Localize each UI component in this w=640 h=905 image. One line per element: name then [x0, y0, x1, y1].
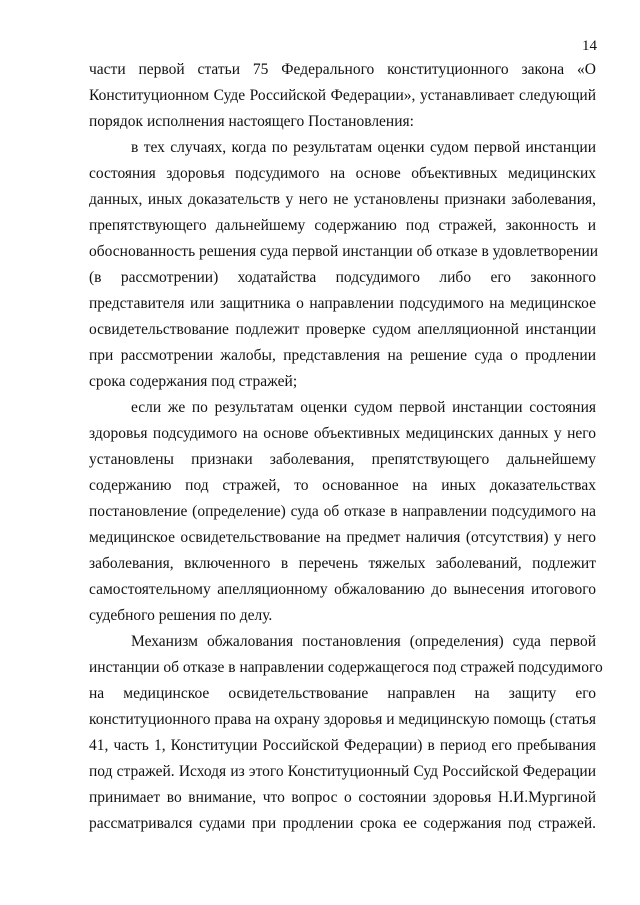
text-line: под стражей. Исходя из этого Конституционный Суд Российской Федерации [89, 763, 596, 780]
text-line: Конституционном Суде Российской Федерации», устанавливает следующий [89, 87, 596, 104]
text-line: постановление (определение) суда об отказе в направлении подсудимого на [89, 503, 596, 520]
text-line: порядок исполнения настоящего Постановления: [89, 113, 414, 130]
text-line: инстанции об отказе в направлении содержащегося под стражей подсудимого [89, 659, 603, 676]
text-line: медицинское освидетельствование на предмет наличия (отсутствия) у него [89, 529, 596, 546]
text-line: срока содержания под стражей; [89, 373, 298, 390]
text-line: при рассмотрении жалобы, представления на решение суда о продлении [89, 347, 596, 364]
text-line: освидетельствование подлежит проверке судом апелляционной инстанции [89, 321, 596, 338]
text-line: рассматривался судами при продлении срока ее содержания под стражей. [89, 815, 596, 832]
text-line: препятствующего дальнейшему содержанию под стражей, законность и [89, 217, 596, 234]
text-line: самостоятельному апелляционному обжалованию до вынесения итогового [89, 581, 596, 598]
text-line: на медицинское освидетельствование направлен на защиту его [89, 685, 596, 702]
text-line: если же по результатам оценки судом первой инстанции состояния [131, 399, 596, 416]
text-line: части первой статьи 75 Федерального конституционного закона «О [89, 61, 596, 78]
text-line: судебного решения по делу. [89, 607, 273, 624]
text-line: (в рассмотрении) ходатайства подсудимого либо его законного [89, 269, 596, 286]
text-line: представителя или защитника о направлении подсудимого на медицинское [89, 295, 596, 312]
text-line: 41, часть 1, Конституции Российской Федерации) в период его пребывания [89, 737, 596, 754]
text-line: содержанию под стражей, то основанное на иных доказательствах [89, 477, 596, 494]
text-line: конституционного права на охрану здоровья и медицинскую помощь (статья [89, 711, 596, 728]
text-line: здоровья подсудимого на основе объективных медицинских данных у него [89, 425, 596, 442]
text-line: данных, иных доказательств у него не установлены признаки заболевания, [89, 191, 596, 208]
text-line: обоснованность решения суда первой инстанции об отказе в удовлетворении [89, 243, 599, 260]
text-line: установлены признаки заболевания, препятствующего дальнейшему [89, 451, 596, 468]
text-line: заболевания, включенного в перечень тяжелых заболеваний, подлежит [89, 555, 596, 572]
text-line: состояния здоровья подсудимого на основе объективных медицинских [89, 165, 596, 182]
text-line: Механизм обжалования постановления (определения) суда первой [131, 633, 596, 650]
text-line: принимает во внимание, что вопрос о состоянии здоровья Н.И.Мургиной [89, 789, 596, 806]
document-body [89, 57, 603, 837]
page-number: 14 [582, 38, 597, 54]
text-line: в тех случаях, когда по результатам оценки судом первой инстанции [131, 139, 596, 156]
